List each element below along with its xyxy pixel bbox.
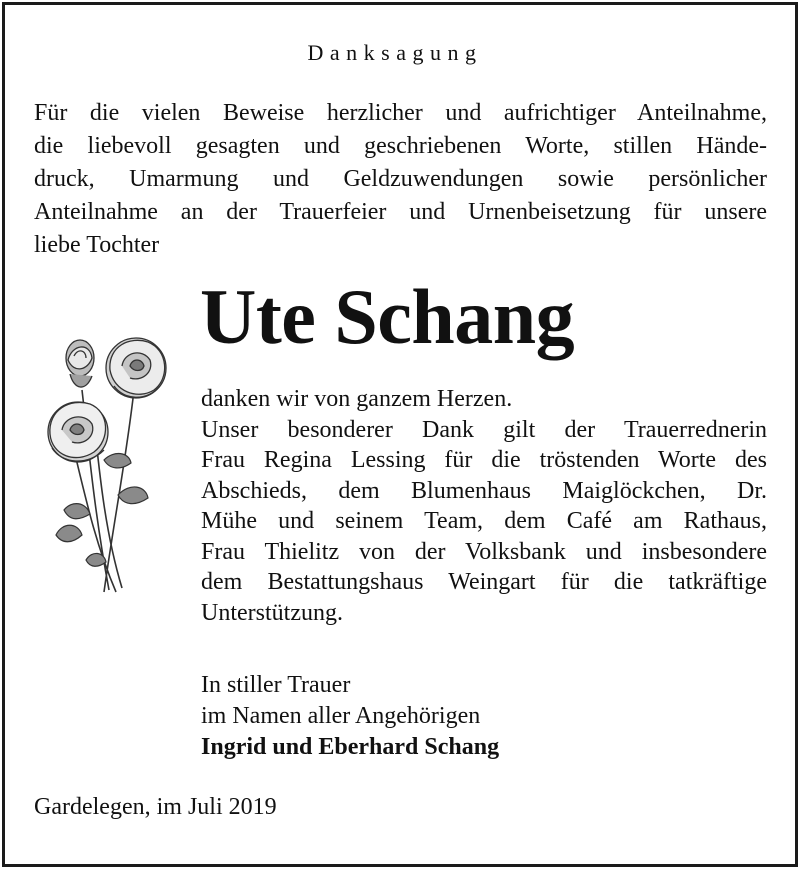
intro-line: liebe Tochter: [34, 232, 160, 258]
intro-line: druck, Umarmung und Geldzuwendungen sowie persönlicher: [34, 166, 767, 192]
thanks-line: Frau Regina Lessing für die tröstenden Worte des: [201, 447, 767, 473]
thanks-text: [201, 384, 767, 628]
thanks-line: Frau Thielitz von der Volksbank und insbesondere: [201, 538, 767, 565]
intro-line: Anteilnahme an der Trauerfeier und Urnenbeisetzung für unsere: [34, 199, 767, 225]
intro-line: die liebevoll gesagten und geschriebenen Worte, stillen Hände-: [34, 133, 767, 159]
thanks-line: danken wir von ganzem Herzen.: [201, 386, 513, 412]
thanks-line: Mühe und seinem Team, dem Café am Rathaus,: [201, 508, 767, 534]
intro-text: [34, 97, 767, 262]
notice-heading: Danksagung: [307, 40, 483, 65]
thanks-line: Abschieds, dem Blumenhaus Maiglöckchen, Dr.: [201, 477, 767, 504]
thanks-line: dem Bestattungshaus Weingart für die tatkräftige: [201, 569, 767, 595]
thanks-line: Unterstützung.: [201, 599, 343, 626]
signature-line: In stiller Trauer: [201, 672, 351, 698]
intro-line: Für die vielen Beweise herzlicher und aufrichtiger Anteilnahme,: [34, 100, 767, 126]
signature-names: Ingrid und Eberhard Schang: [201, 734, 500, 760]
place-date: Gardelegen, im Juli 2019: [34, 794, 277, 820]
deceased-name: Ute Schang: [200, 273, 575, 360]
signature-block: [201, 670, 499, 763]
roses-icon: [34, 330, 184, 600]
signature-line: im Namen aller Angehörigen: [201, 703, 481, 729]
thanks-line: Unser besonderer Dank gilt der Trauerrednerin: [201, 416, 767, 443]
